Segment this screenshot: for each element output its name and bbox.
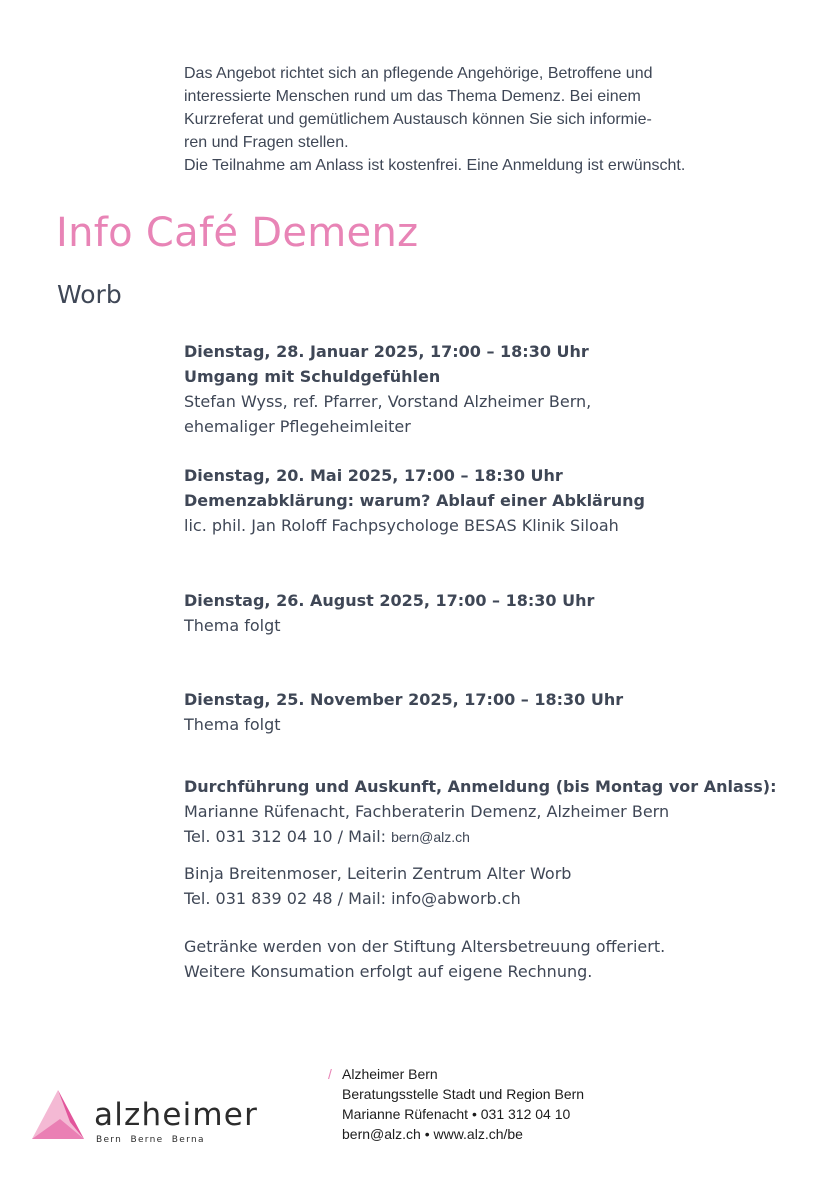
footer-web[interactable]: bern@alz.ch • www.alz.ch/be [342, 1126, 523, 1142]
event-date: Dienstag, 26. August 2025, 17:00 – 18:30 Uhr [184, 591, 595, 610]
intro-line: Kurzreferat und gemütlichem Austausch können Sie sich informie- [184, 111, 652, 128]
footer-org: Alzheimer Bern [342, 1066, 438, 1082]
note-line: Getränke werden von der Stiftung Altersbetreuung offeriert. [184, 937, 666, 956]
event-date: Dienstag, 20. Mai 2025, 17:00 – 18:30 Uhr [184, 466, 563, 485]
alzheimer-logo [30, 1086, 280, 1150]
contact-tel-1 [184, 824, 777, 850]
consumption-note [184, 934, 665, 984]
alzheimer-logo-svg [30, 1086, 280, 1146]
event-item [184, 463, 645, 538]
contact-section [184, 774, 777, 850]
intro-line: Das Angebot richtet sich an pflegende Angehörige, Betroffene und [184, 65, 653, 82]
page-title: Info Café Demenz [56, 210, 419, 256]
intro-line: ren und Fragen stellen. [184, 134, 349, 151]
footer-contact: Marianne Rüfenacht • 031 312 04 10 [342, 1106, 571, 1122]
contact-email-link[interactable]: bern@alz.ch [391, 829, 470, 845]
logo-sub: Bern Berne Berna [96, 1135, 205, 1145]
event-topic: Thema folgt [184, 616, 281, 635]
event-speaker: ehemaliger Pflegeheimleiter [184, 417, 411, 436]
event-speaker: lic. phil. Jan Roloff Fachpsychologe BESAS Klinik Siloah [184, 516, 619, 535]
event-topic: Thema folgt [184, 715, 281, 734]
contact-tel-1-text: Tel. 031 312 04 10 / Mail: [184, 827, 392, 846]
event-date: Dienstag, 28. Januar 2025, 17:00 – 18:30 Uhr [184, 342, 589, 361]
event-date: Dienstag, 25. November 2025, 17:00 – 18:30 Uhr [184, 690, 624, 709]
logo-word: alzheimer [94, 1097, 259, 1133]
intro-line: interessierte Menschen rund um das Thema Demenz. Bei einem [184, 88, 641, 105]
contact-heading: Durchführung und Auskunft, Anmeldung (bis Montag vor Anlass): [184, 777, 777, 796]
intro-line: Die Teilnahme am Anlass ist kostenfrei. Eine Anmeldung ist erwünscht. [184, 157, 686, 174]
contact-person-1: Marianne Rüfenacht, Fachberaterin Demenz, Alzheimer Bern [184, 802, 670, 821]
event-item [184, 687, 623, 737]
contact-tel-2: Tel. 031 839 02 48 / Mail: info@abworb.ch [184, 889, 521, 908]
event-item [184, 339, 591, 439]
event-topic: Demenzabklärung: warum? Ablauf einer Abklärung [184, 491, 645, 510]
contact-person-2: Binja Breitenmoser, Leiterin Zentrum Alter Worb [184, 864, 572, 883]
note-line: Weitere Konsumation erfolgt auf eigene Rechnung. [184, 962, 593, 981]
footer-address [328, 1064, 584, 1144]
intro-paragraph-full [0, 0, 1, 1]
event-speaker: Stefan Wyss, ref. Pfarrer, Vorstand Alzheimer Bern, [184, 392, 592, 411]
location-subtitle: Worb [57, 280, 122, 309]
footer-office: Beratungsstelle Stadt und Region Bern [342, 1086, 585, 1102]
slash-divider: / [328, 1066, 332, 1082]
contact-section-2 [184, 861, 571, 911]
event-item [184, 588, 594, 638]
event-topic: Umgang mit Schuldgefühlen [184, 367, 441, 386]
intro-text [184, 62, 784, 177]
